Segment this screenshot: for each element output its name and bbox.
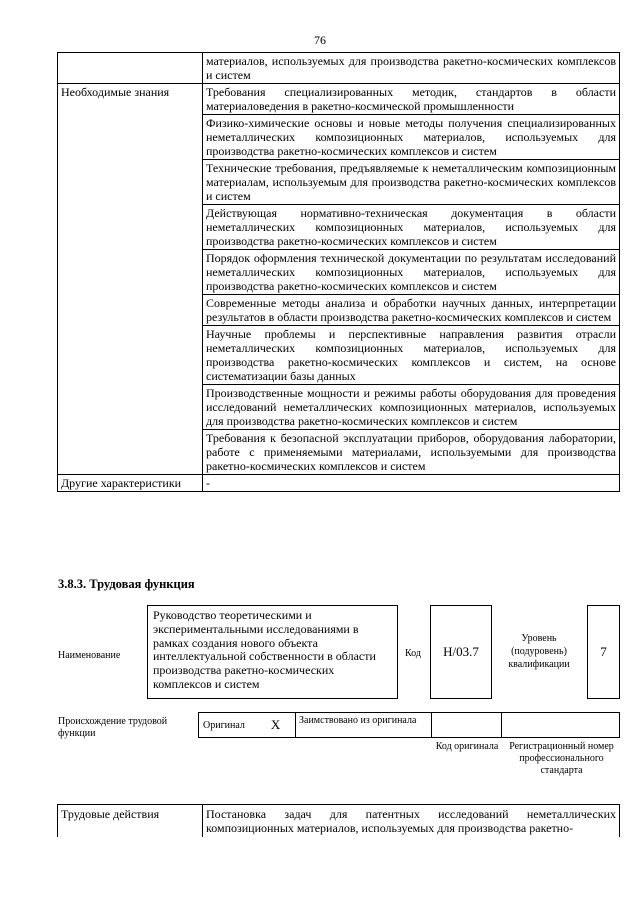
knowledge-item: Научные проблемы и перспективные направления развития отрасли неметаллических композиционных материалов, используемых для производства ракетно-космических комплексов и систем, на основе систематизации базы данных [203, 326, 620, 385]
knowledge-item: Требования специализированных методик, стандартов в области материаловедения в ракетно-космической промышленности [203, 84, 620, 115]
level-label: Уровень (подуровень) квалификации [508, 633, 570, 670]
origin-label: Происхождение трудовой функции [58, 716, 168, 739]
origin-code-caption: Код оригинала [435, 741, 499, 752]
required-knowledge-label: Необходимые знания [58, 84, 203, 475]
table-row [58, 53, 620, 84]
code-value-box: H/03.7 [430, 605, 492, 699]
knowledge-item: Действующая нормативно-техническая документация в области неметаллических композиционных материалов, используемых для производства ракетно-космических комплексов и систем [203, 205, 620, 250]
other-characteristics-label: Другие характеристики [58, 475, 203, 492]
section-title: 3.8.3. Трудовая функция [58, 577, 195, 591]
knowledge-table [57, 52, 620, 492]
function-name-box: Руководство теоретическими и экспериментальными исследованиями в рамках создания нового объекта интеллектуальной собственности в области производства ракетно-космических комплексов и систем [147, 605, 398, 699]
level-value-box: 7 [587, 605, 620, 699]
table-row [58, 805, 620, 838]
table-row [58, 84, 620, 115]
knowledge-item: Современные методы анализа и обработки научных данных, интерпретации результатов в области производства ракетно-космических комплексов и систем [203, 295, 620, 326]
knowledge-item: Порядок оформления технической документации по результатам исследований неметаллических композиционных материалов, используемых для производства ракетно-космических комплексов и систем [203, 250, 620, 295]
continuation-cell: материалов, используемых для производства ракетно-космических комплексов и систем [203, 53, 620, 84]
borrowed-cell: Заимствовано из оригинала [295, 713, 431, 737]
table-row [58, 475, 620, 492]
knowledge-item: Требования к безопасной эксплуатации приборов, оборудования лаборатории, работе с применяемыми материалами, используемыми для производства ракетно-космических комплексов и систем [203, 430, 620, 475]
code-label: Код [405, 648, 421, 659]
actions-label: Трудовые действия [58, 805, 203, 838]
other-characteristics-value: - [203, 475, 620, 492]
original-cell [199, 713, 295, 737]
name-label: Наименование [58, 650, 121, 661]
origin-row [198, 712, 620, 738]
empty-label-cell [58, 53, 203, 84]
reg-number-cell [501, 713, 619, 737]
knowledge-item: Производственные мощности и режимы работы оборудования для проведения исследований неметаллических композиционных материалов, используемых для производства ракетно-космических комплексов и систем [203, 385, 620, 430]
knowledge-item: Физико-химические основы и новые методы получения специализированных неметаллических композиционных материалов, используемых для производства ракетно-космических комплексов и систем [203, 115, 620, 160]
origin-code-cell [431, 713, 501, 737]
page-number: 76 [314, 33, 326, 47]
actions-table [57, 804, 620, 837]
reg-number-caption: Регистрационный номер профессионального стандарта [509, 741, 614, 776]
knowledge-item: Технические требования, предъявляемые к неметаллическим композиционным материалам, используемым для производства ракетно-космических комплексов и систем [203, 160, 620, 205]
original-label: Оригинал [203, 719, 245, 731]
action-item: Постановка задач для патентных исследований неметаллических композиционных материалов, используемых для производства ракетно- [203, 805, 620, 838]
original-mark: X [270, 717, 281, 732]
